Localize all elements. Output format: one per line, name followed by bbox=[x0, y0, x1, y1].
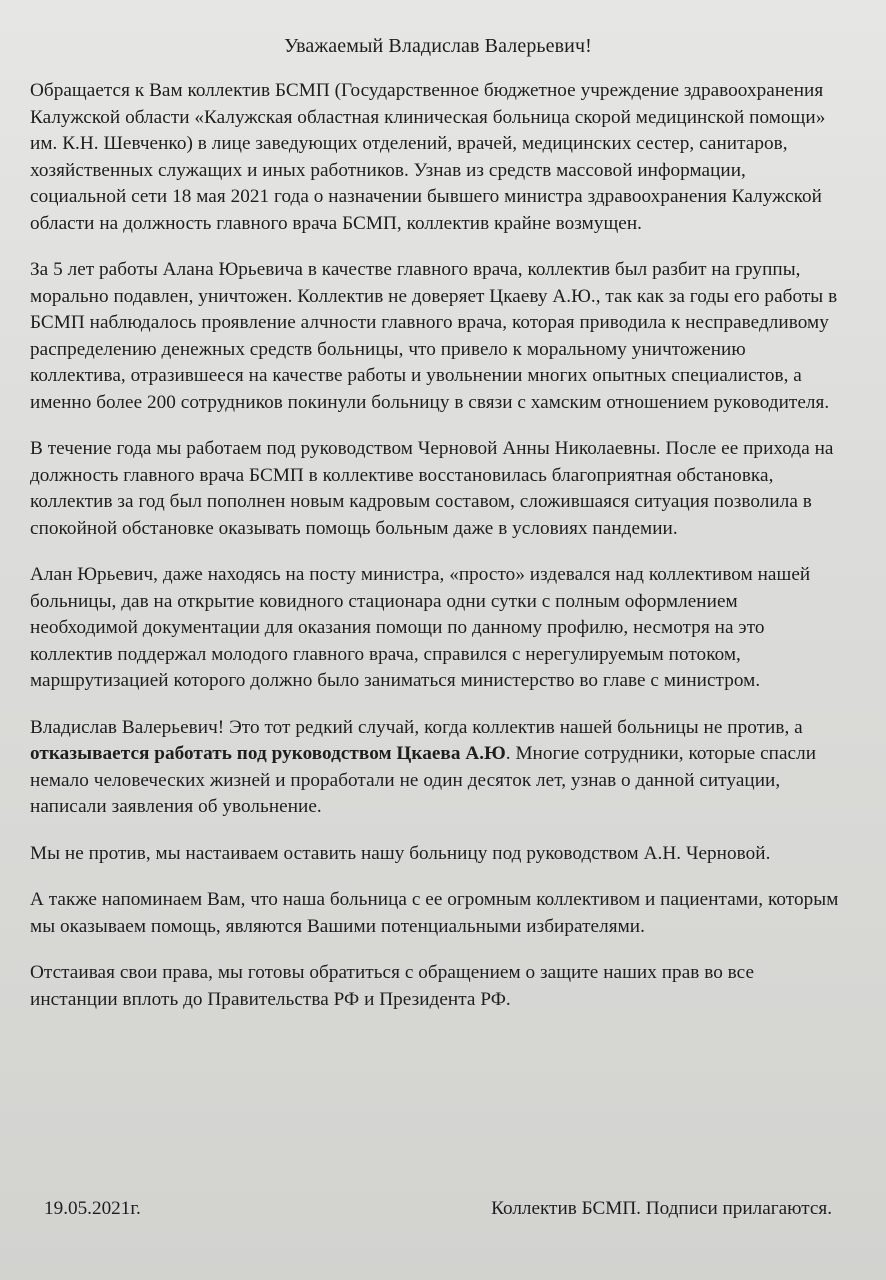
paragraph-refusal bbox=[30, 715, 846, 821]
salutation: Уважаемый Владислав Валерьевич! bbox=[284, 35, 592, 57]
letter-footer bbox=[44, 1196, 832, 1222]
paragraph-voters: А также напоминаем Вам, что наша больница с ее огромным коллективом и пациентами, которым мы оказываем помощь, являются Вашими потенциальными избирателями. bbox=[30, 889, 839, 937]
letter-date: 19.05.2021г. bbox=[44, 1198, 141, 1219]
paragraph-demand: Мы не против, мы настаиваем оставить нашу больницу под руководством А.Н. Черновой. bbox=[30, 842, 771, 864]
paragraph-appeal: Обращается к Вам коллектив БСМП (Государственное бюджетное учреждение здравоохранения Калужской области «Калужская областная клиническая больница скорой медицинской помощи» им. К.Н. Шевченко) в лице заведующих отделений, врачей, медицинских сестер, санитаров, хозяйственных служащих и иных работников. Узнав из средств массовой информации, социальной сети 18 мая 2021 года о назначении бывшего министра здравоохранения Калужской области на должность главного врача БСМП, коллектив крайне возмущен. bbox=[30, 80, 826, 234]
paragraph-five-years: За 5 лет работы Алана Юрьевича в качестве главного врача, коллектив был разбит на группы, морально подавлен, уничтожен. Коллектив не доверяет Цкаеву А.Ю., так как за годы его работы в БСМП наблюдалось проявление алчности главного врача, которая приводила к несправедливому распределению денежных средств больницы, что привело к моральному уничтожению коллектива, отразившееся на качестве работы и увольнении многих опытных специалистов, а именно более 200 сотрудников покинули больницу в связи с хамским отношением руководителя. bbox=[30, 259, 838, 413]
refusal-text-start: Владислав Валерьевич! Это тот редкий случай, когда коллектив нашей больницы не против, а bbox=[30, 716, 803, 738]
paragraph-current-head: В течение года мы работаем под руководством Черновой Анны Николаевны. После ее прихода на должность главного врача БСМП в коллективе восстановилась благоприятная обстановка, коллектив за год был пополнен новым кадровым составом, сложившаяся ситуация позволила в спокойной обстановке оказывать помощь больным даже в условиях пандемии. bbox=[30, 438, 834, 539]
refusal-bold-text: отказывается работать под руководством Цкаева А.Ю bbox=[30, 743, 506, 764]
refusal-text-end: . Многие сотрудники, которые спасли немало человеческих жизней и проработали не один десяток лет, узнав о данной ситуации, написали заявления об увольнение. bbox=[30, 743, 817, 817]
paragraph-rights: Отстаивая свои права, мы готовы обратиться с обращением о защите наших прав во все инстанции вплоть до Правительства РФ и Президента РФ. bbox=[30, 962, 755, 1010]
letter-signature: Коллектив БСМП. Подписи прилагаются. bbox=[491, 1198, 832, 1219]
paragraph-covid-hospital: Алан Юрьевич, даже находясь на посту министра, «просто» издевался над коллективом нашей больницы, дав на открытие ковидного стационара одни сутки с полным оформлением необходимой документации для оказания помощи по данному профилю, несмотря на это коллектив поддержал молодого главного врача, справился с нерегулируемым потоком, маршрутизацией которого должно было заниматься министерство во главе с министром. bbox=[30, 564, 811, 691]
